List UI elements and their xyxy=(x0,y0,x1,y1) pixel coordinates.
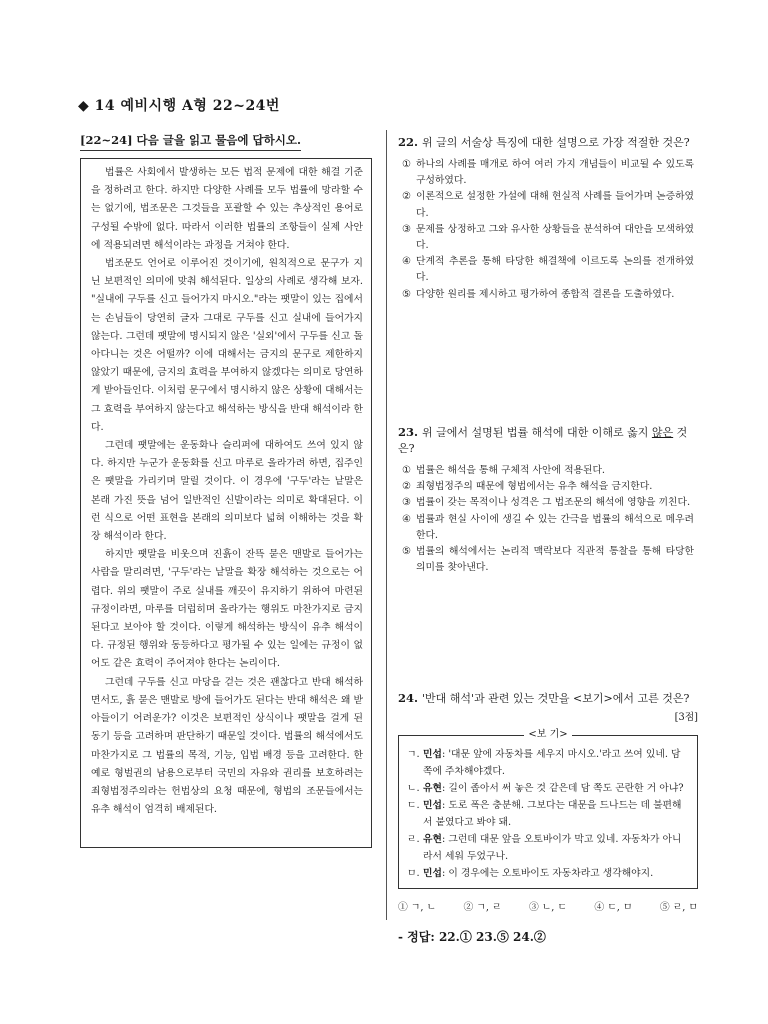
option-22-2[interactable] xyxy=(398,189,698,221)
bogi-text: : 이 경우에는 오토바이도 자동차라고 생각해야지. xyxy=(441,868,654,879)
bogi-text: : 길이 좁아서 써 놓은 것 같은데 담 쪽도 곤란한 거 아냐? xyxy=(441,783,684,794)
option-text: 문제를 상정하고 그와 유사한 상황들을 분석하여 대안을 모색하였다. xyxy=(416,223,694,252)
passage-paragraph-5: 그런데 구두를 신고 마당을 걷는 것은 괜찮다고 반대 해석하면서도, 흙 묻은 맨발로 방에 들어가도 된다는 반대 해석은 왜 받아들이기 어려운가? 이것은 보편적인 상식이나 팻말을 걸게 된 동기 등을 고려하며 판단하기 때문일 것이다. 법률의 해석에서도 마찬가지로 그 법률의 목적, 기능, 입법 배경 등을 고려한다. 한 예로 형벌권의 남용으로부터 국민의 자유와 권리를 보호하려는 죄형법정주의라는 헌법상의 요청 때문에, 형법의 조문들에서는 유추 해석이 엄격히 배제된다. xyxy=(91,676,363,816)
option-mark: ④ xyxy=(402,513,411,525)
choice-24-3[interactable]: ③ ㄴ, ㄷ xyxy=(528,902,568,913)
bogi-mark: ㄹ. xyxy=(407,834,420,845)
choice-24-5[interactable]: ⑤ ㄹ, ㅁ xyxy=(659,902,698,913)
option-mark: ② xyxy=(402,191,411,203)
option-mark: ③ xyxy=(402,223,411,235)
option-mark: ③ xyxy=(402,497,411,509)
option-mark: ⑤ xyxy=(402,288,411,300)
question-22-title xyxy=(398,134,698,151)
bogi-item-3 xyxy=(407,797,689,831)
question-22-text: 위 글의 서술상 특징에 대한 설명으로 가장 적절한 것은? xyxy=(422,136,690,149)
option-23-5[interactable] xyxy=(398,544,698,576)
option-22-5[interactable] xyxy=(398,287,698,303)
bogi-speaker: 민섭 xyxy=(423,800,442,811)
option-mark: ① xyxy=(402,159,411,170)
bogi-mark: ㄴ. xyxy=(407,783,420,794)
question-23-options xyxy=(398,463,698,576)
bogi-item-1 xyxy=(407,746,689,780)
bogi-title-text: <보 기> xyxy=(524,729,571,740)
passage-box xyxy=(80,158,372,848)
passage-paragraph-4: 하지만 팻말을 비웃으며 진흙이 잔뜩 묻은 맨발로 들어가는 사람을 말리려면, '구두'라는 낱말을 확장 해석하는 것으로는 어렵다. 위의 팻말이 주로 실내를 깨끗이 유지하기 위하여 마련된 규정이라면, 마루를 더럽히며 올라가는 행위도 마찬가지로 금지된다고 보아야 할 것이다. 이렇게 해석하는 방식이 유추 해석이다. 규정된 행위와 동등하다고 평가될 수 있는 일에는 규정이 없어도 같은 효력이 주어져야 한다는 논리이다. xyxy=(91,549,363,670)
option-text: 단계적 추론을 통해 타당한 해결책에 이르도록 논의를 전개하였다. xyxy=(416,256,694,284)
bogi-box xyxy=(398,729,698,889)
bogi-mark: ㄷ. xyxy=(407,800,420,811)
choice-24-4[interactable]: ④ ㄷ, ㅁ xyxy=(594,902,633,913)
option-text: 법률은 해석을 통해 구체적 사안에 적용된다. xyxy=(416,465,606,476)
question-24-points: [3점] xyxy=(674,712,698,723)
question-22-number: 22. xyxy=(398,135,419,149)
option-22-4[interactable] xyxy=(398,254,698,286)
bogi-mark: ㄱ. xyxy=(407,749,420,760)
option-mark: ② xyxy=(402,481,411,493)
bogi-item-5 xyxy=(407,865,689,882)
bogi-speaker: 민섭 xyxy=(423,868,442,879)
bogi-speaker: 유현 xyxy=(423,783,442,794)
option-mark: ⑤ xyxy=(402,546,411,558)
question-24-title xyxy=(398,690,698,707)
option-text: 하나의 사례를 매개로 하여 여러 가지 개념들이 비교될 수 있도록 구성하였다. xyxy=(416,159,694,187)
bogi-speaker: 유현 xyxy=(423,834,442,845)
page-heading: ◆ 14 예비시행 A형 22~24번 xyxy=(78,98,280,114)
answer-key: - 정답: 22.① 23.⑤ 24.② xyxy=(398,930,546,944)
option-text: 법률이 갖는 목적이나 성격은 그 법조문의 해석에 영향을 끼친다. xyxy=(416,497,691,509)
option-23-2[interactable] xyxy=(398,479,698,495)
question-23 xyxy=(398,424,698,576)
question-23-title xyxy=(398,424,698,457)
option-text: 이론적으로 설정한 가설에 대해 현실적 사례를 들어가며 논증하였다. xyxy=(416,191,694,219)
bogi-mark: ㅁ. xyxy=(407,868,420,879)
instruction-text: [22~24] 다음 글을 읽고 물음에 답하시오. xyxy=(80,133,301,147)
passage-paragraph-3: 그런데 팻말에는 운동화나 슬리퍼에 대하여도 쓰여 있지 않다. 하지만 누군가 운동화를 신고 마루로 올라가려 하면, 집주인은 팻말을 가리키며 말릴 것이다. 이 경우에 '구두'라는 낱말은 본래 가진 뜻을 넘어 일반적인 신발이라는 의미로 확대된다. 이런 식으로 어떤 표현을 본래의 의미보다 넓혀 이해하는 것을 확장 해석이라 한다. xyxy=(91,440,363,543)
bogi-text: : '대문 앞에 자동차를 세우지 마시오.'라고 쓰여 있네. 담 쪽에 주차해야겠다. xyxy=(423,749,681,777)
column-divider xyxy=(386,130,387,920)
option-23-4[interactable] xyxy=(398,512,698,544)
question-23-text-pre: 위 글에서 설명된 법률 해석에 대한 이해로 옳지 xyxy=(422,426,652,439)
option-mark: ④ xyxy=(402,256,411,268)
bogi-speaker: 민섭 xyxy=(423,749,442,760)
option-mark: ① xyxy=(402,465,411,476)
option-text: 법률의 해석에서는 논리적 맥락보다 직관적 통찰을 통해 타당한 의미를 찾아낸다. xyxy=(416,546,694,574)
question-24 xyxy=(398,690,698,913)
question-24-number: 24. xyxy=(398,691,419,705)
choice-24-1[interactable]: ① ㄱ, ㄴ xyxy=(398,902,437,913)
question-22 xyxy=(398,134,698,303)
question-24-text: '반대 해석'과 관련 있는 것만을 <보기>에서 고른 것은? xyxy=(422,692,690,705)
option-text: 다양한 원리를 제시하고 평가하여 종합적 결론을 도출하였다. xyxy=(416,288,675,300)
choice-24-2[interactable]: ② ㄱ, ㄹ xyxy=(463,902,502,913)
instruction xyxy=(80,132,301,148)
question-22-options xyxy=(398,157,698,303)
question-23-text-post: 것은? xyxy=(398,426,688,455)
passage-paragraph-1: 법률은 사회에서 발생하는 모든 법적 문제에 대한 해결 기준을 정하려고 한다. 하지만 다양한 사례를 모두 법률에 망라할 수는 없기에, 법조문은 그것들을 포괄할 수 있는 추상적인 용어로 구성될 수밖에 없다. 따라서 이러한 법률의 조항들이 실제 사안에 적용되려면 해석이라는 과정을 거쳐야 한다. xyxy=(91,167,363,251)
question-23-number: 23. xyxy=(398,425,419,439)
passage-paragraph-2: 법조문도 언어로 이루어진 것이기에, 원칙적으로 문구가 지닌 보편적인 의미에 맞춰 해석된다. 일상의 사례로 생각해 보자. "실내에 구두를 신고 들어가지 마시오."라는 팻말이 있는 집에서는 손님들이 당연히 글자 그대로 구두를 신고 실내에 들어가지 않는다. 그런데 팻말에 명시되지 않은 '실외'에서 구두를 신고 돌아다니는 것은 어떨까? 이에 대해서는 금지의 문구로 제한하지 않았기 때문에, 금지의 효력을 부여하지 않겠다는 의미로 당연하게 받아들인다. 이처럼 문구에서 명시하지 않은 상황에 대해서는 그 효력을 부여하지 않는다고 해석하는 방식을 반대 해석이라 한다. xyxy=(91,258,363,433)
option-23-3[interactable] xyxy=(398,495,698,511)
option-text: 죄형법정주의 때문에 형법에서는 유추 해석을 금지한다. xyxy=(416,481,653,493)
bogi-item-2 xyxy=(407,780,689,797)
bogi-title xyxy=(399,728,697,742)
option-text: 법률과 현실 사이에 생길 수 있는 간극을 법률의 해석으로 메우려 한다. xyxy=(416,513,694,541)
option-22-1[interactable] xyxy=(398,157,698,189)
option-23-1[interactable] xyxy=(398,463,698,479)
instruction-underline xyxy=(80,150,301,151)
question-23-emphasis: 않은 xyxy=(651,426,674,439)
question-24-choices xyxy=(398,899,698,913)
option-22-3[interactable] xyxy=(398,222,698,254)
bogi-text: : 도로 폭은 충분해. 그보다는 대문을 드나드는 데 불편해서 붙였다고 봐야 돼. xyxy=(423,800,682,828)
bogi-text: : 그런데 대문 앞을 오토바이가 막고 있네. 자동차가 아니라서 세워 두었구나. xyxy=(423,834,682,862)
bogi-item-4 xyxy=(407,831,689,865)
